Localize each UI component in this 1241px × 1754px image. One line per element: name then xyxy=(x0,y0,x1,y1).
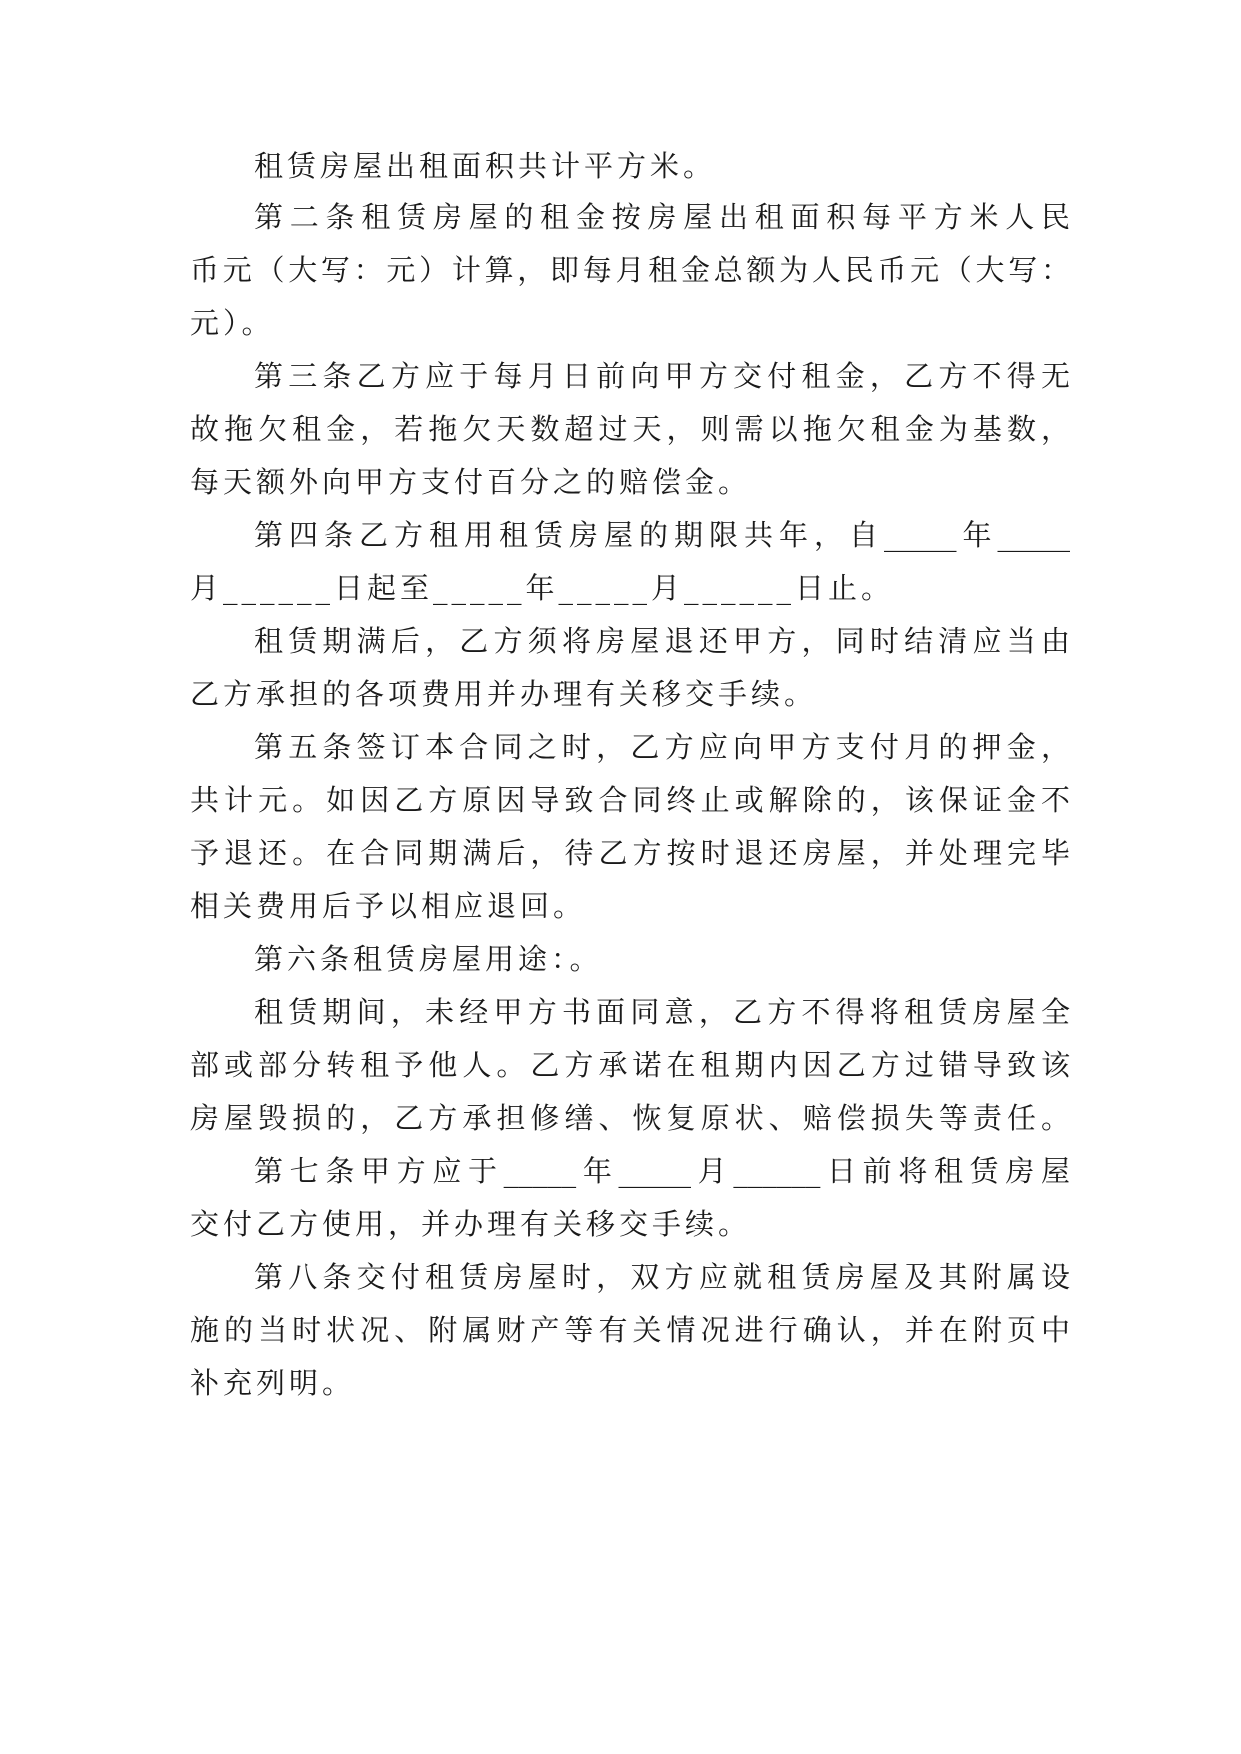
text-line: 第五条签订本合同之时，乙方应向甲方支付月的押金， xyxy=(254,730,1070,764)
text-line: 元）。 xyxy=(190,306,275,340)
text-line: 第六条租赁房屋用途：。 xyxy=(254,942,603,976)
text-line: 乙方承担的各项费用并办理有关移交手续。 xyxy=(190,677,818,711)
text-line: 每天额外向甲方支付百分之的赔偿金。 xyxy=(190,465,752,499)
text-line: 第八条交付租赁房屋时，双方应就租赁房屋及其附属设 xyxy=(254,1260,1070,1294)
text-line: 施的当时状况、附属财产等有关情况进行确认，并在附页中 xyxy=(190,1313,1070,1347)
text-line: 故拖欠租金，若拖欠天数超过天，则需以拖欠租金为基数， xyxy=(190,412,1070,446)
text-line: 第七条甲方应于_____年_____月______日前将租赁房屋 xyxy=(254,1154,1070,1188)
text-line: 部或部分转租予他人。乙方承诺在租期内因乙方过错导致该 xyxy=(190,1048,1070,1082)
text-line: 租赁期间，未经甲方书面同意，乙方不得将租赁房屋全 xyxy=(254,995,1070,1029)
text-line: 予退还。在合同期满后，待乙方按时退还房屋，并处理完毕 xyxy=(190,836,1070,870)
text-line: 补充列明。 xyxy=(190,1366,356,1400)
text-line: 月______日起至_____年_____月______日止。 xyxy=(190,571,895,605)
text-line: 租赁期满后，乙方须将房屋退还甲方，同时结清应当由 xyxy=(254,624,1070,658)
text-line: 租赁房屋出租面积共计平方米。 xyxy=(254,149,717,183)
text-line: 第三条乙方应于每月日前向甲方交付租金，乙方不得无 xyxy=(254,359,1070,393)
text-line: 相关费用后予以相应退回。 xyxy=(190,889,587,923)
text-line: 交付乙方使用，并办理有关移交手续。 xyxy=(190,1207,752,1241)
text-line: 第二条租赁房屋的租金按房屋出租面积每平方米人民 xyxy=(254,200,1070,234)
text-line: 第四条乙方租用租赁房屋的期限共年，自_____年_____ xyxy=(254,518,1070,552)
text-line: 房屋毁损的，乙方承担修缮、恢复原状、赔偿损失等责任。 xyxy=(190,1101,1070,1135)
text-line: 币元（大写：元）计算，即每月租金总额为人民币元（大写： xyxy=(190,253,1070,287)
text-line: 共计元。如因乙方原因导致合同终止或解除的，该保证金不 xyxy=(190,783,1070,817)
